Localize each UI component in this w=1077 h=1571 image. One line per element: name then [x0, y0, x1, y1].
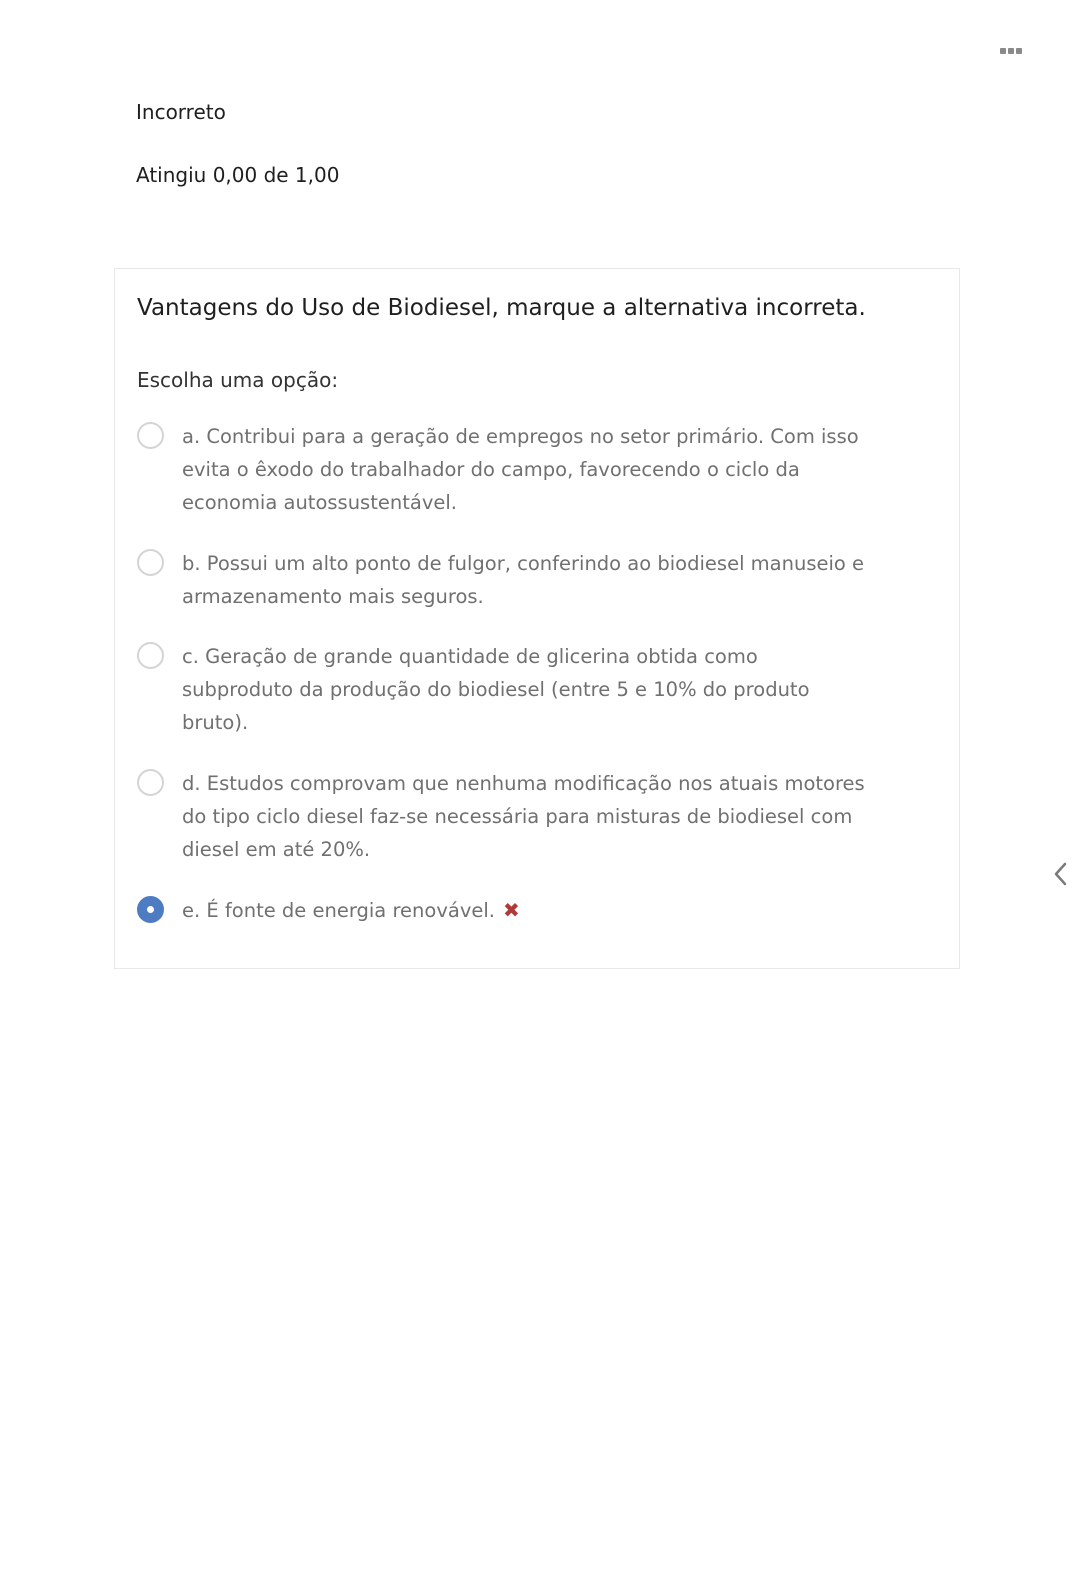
answer-prompt: Escolha uma opção: [137, 368, 339, 392]
status-label: Incorreto [136, 100, 226, 124]
radio-option-e[interactable] [137, 896, 164, 923]
question-card [114, 268, 960, 969]
radio-option-d[interactable] [137, 769, 164, 796]
chevron-left-icon[interactable] [1049, 860, 1073, 888]
option-a-label: a. Contribui para a geração de empregos no setor primário. Com isso evita o êxodo do trabalhador do campo, favorecendo o ciclo da economia autossustentável. [182, 425, 859, 514]
radio-option-c[interactable] [137, 642, 164, 669]
option-e-label-wrap [182, 894, 872, 927]
option-b-label: b. Possui um alto ponto de fulgor, conferindo ao biodiesel manuseio e armazenamento mais seguros. [182, 552, 865, 608]
option-d-label: d. Estudos comprovam que nenhuma modificação nos atuais motores do tipo ciclo diesel faz-se necessária para misturas de biodiesel com diesel em até 20%. [182, 772, 865, 861]
more-options-icon[interactable] [996, 40, 1026, 62]
radio-option-a[interactable] [137, 422, 164, 449]
incorrect-x-icon: ✖ [502, 898, 520, 922]
option-e-label: e. É fonte de energia renovável. [182, 899, 495, 922]
radio-option-b[interactable] [137, 549, 164, 576]
question-text: Vantagens do Uso de Biodiesel, marque a alternativa incorreta. [137, 295, 866, 321]
option-c-label: c. Geração de grande quantidade de glicerina obtida como subproduto da produção do biodiesel (entre 5 e 10% do produto bruto). [182, 645, 810, 734]
grade-label: Atingiu 0,00 de 1,00 [136, 163, 340, 187]
